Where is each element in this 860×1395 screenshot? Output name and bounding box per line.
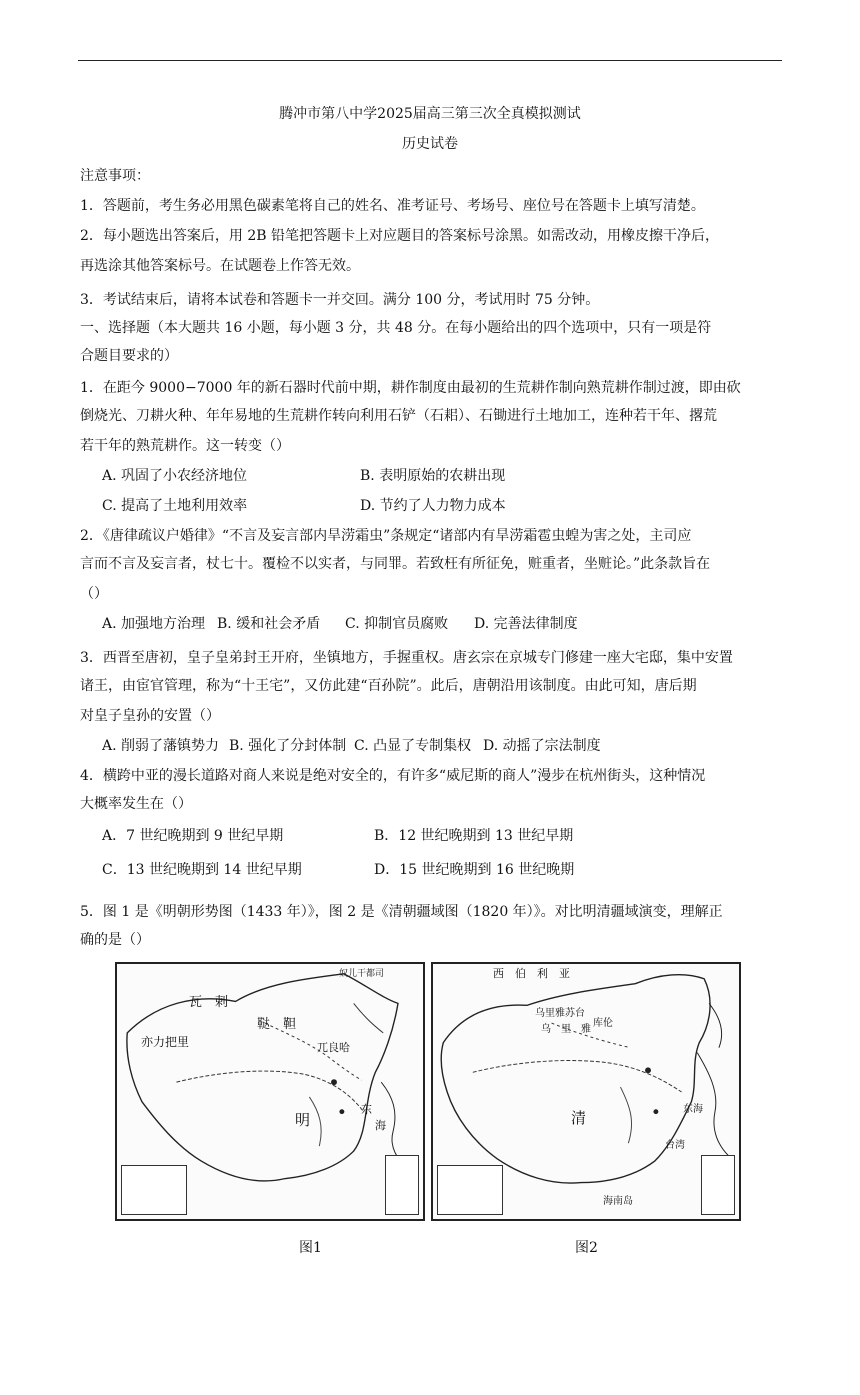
- question-2-option-b: B. 缓和社会矛盾: [217, 616, 321, 632]
- map-label: 清: [571, 1109, 587, 1127]
- question-2-text: （）: [80, 586, 108, 602]
- figure-2-caption: 图2: [575, 1240, 598, 1256]
- map-label: 东海: [683, 1104, 703, 1115]
- map-label: 乌里雅苏台: [535, 1008, 585, 1019]
- map-legend: [437, 1165, 503, 1215]
- question-3-option-b: B. 强化了分封体制: [229, 738, 347, 754]
- question-3-option-a: A. 削弱了藩镇势力: [102, 738, 220, 754]
- question-3-option-c: C. 凸显了专制集权: [354, 738, 472, 754]
- question-4-option-c: C．13 世纪晚期到 14 世纪早期: [102, 862, 302, 878]
- south-sea-inset: [385, 1155, 419, 1215]
- notice-item: 再选涂其他答案标号。在试题卷上作答无效。: [80, 258, 360, 274]
- exam-title: 腾冲市第八中学2025届高三第三次全真模拟测试: [279, 106, 581, 122]
- question-4-text: 大概率发生在（）: [80, 796, 192, 812]
- figure-2-qing-map: [431, 962, 741, 1221]
- question-3-option-d: D. 动摇了宗法制度: [483, 738, 601, 754]
- question-4-option-d: D．15 世纪晚期到 16 世纪晚期: [374, 862, 575, 878]
- map-label: 亦力把里: [141, 1035, 190, 1049]
- section-heading-cont: 合题目要求的）: [80, 348, 178, 364]
- figure-1-caption: 图1: [299, 1240, 322, 1256]
- question-4-option-a: A．7 世纪晚期到 9 世纪早期: [102, 828, 284, 844]
- question-3-text: 3．西晋至唐初，皇子皇弟封王开府，坐镇地方，手握重权。唐玄宗在京城专门修建一座大宅邸，集中安置: [80, 650, 733, 666]
- map-label: 西 伯 利 亚: [493, 967, 570, 980]
- question-2-text: 言而不言及妄言者，杖七十。覆检不以实者，与同罪。若致枉有所征免，赃重者，坐赃论。”此条款旨在: [80, 556, 711, 572]
- notice-heading: 注意事项：: [80, 168, 150, 184]
- top-rule: [78, 60, 782, 61]
- question-4-option-b: B．12 世纪晚期到 13 世纪早期: [374, 828, 574, 844]
- map-label: 台湾: [665, 1140, 685, 1151]
- exam-subject: 历史试卷: [402, 136, 458, 152]
- question-5-text: 确的是（）: [80, 932, 150, 948]
- question-1-option-b: B. 表明原始的农耕出现: [360, 468, 506, 484]
- question-1-option-c: C. 提高了土地利用效率: [102, 498, 248, 514]
- question-1-option-d: D. 节约了人力物力成本: [360, 498, 506, 514]
- map-legend: [121, 1165, 187, 1215]
- question-3-text: 诸王，由宦官管理，称为“十王宅”，又仿此建“百孙院”。此后，唐朝沿用该制度。由此可知，唐后期: [80, 678, 697, 694]
- notice-item: 1．答题前，考生务必用黑色碳素笔将自己的姓名、准考证号、考场号、座位号在答题卡上填写清楚。: [80, 198, 705, 214]
- figure-1-ming-map: [115, 962, 425, 1221]
- question-2-option-d: D. 完善法律制度: [474, 616, 578, 632]
- question-4-text: 4．横跨中亚的漫长道路对商人来说是绝对安全的，有许多“威尼斯的商人”漫步在杭州街头，这种情况: [80, 768, 706, 784]
- question-2-option-c: C. 抑制官员腐败: [345, 616, 449, 632]
- map-label: 奴儿干都司: [339, 969, 385, 979]
- section-heading: 一、选择题（本大题共 16 小题，每小题 3 分，共 48 分。在每小题给出的四个选项中，只有一项是符: [80, 320, 712, 336]
- question-5-text: 5．图 1 是《明朝形势图（1433 年）》，图 2 是《清朝疆域图（1820 年）》。对比明清疆域演变，理解正: [80, 904, 723, 920]
- notice-item: 3．考试结束后，请将本试卷和答题卡一并交回。满分 100 分，考试用时 75 分钟。: [80, 292, 600, 308]
- question-2-option-a: A. 加强地方治理: [102, 616, 206, 632]
- map-label: 鞑 靼: [257, 1017, 297, 1032]
- map-label: 海: [375, 1119, 386, 1132]
- question-1-text: 若干年的熟荒耕作。这一转变（）: [80, 438, 290, 454]
- question-1-option-a: A. 巩固了小农经济地位: [102, 468, 248, 484]
- map-label: 瓦 剌: [189, 995, 229, 1010]
- question-1-text: 1．在距今 9000−7000 年的新石器时代前中期，耕作制度由最初的生荒耕作制向熟荒耕作制过渡，即由砍: [80, 380, 741, 396]
- map-label: 明: [295, 1111, 311, 1129]
- question-3-text: 对皇子皇孙的安置（）: [80, 708, 220, 724]
- question-1-text: 倒烧光、刀耕火种、年年易地的生荒耕作转向利用石铲（石耜）、石锄进行土地加工，连种若干年、撂荒: [80, 408, 717, 424]
- map-label: 乌 里 雅: [541, 1024, 591, 1035]
- question-2-text: 2．《唐律疏议户婚律》“不言及妄言部内旱涝霜虫”条规定“诸部内有旱涝霜雹虫蝗为害之处，主司应: [80, 528, 692, 544]
- south-sea-inset: [701, 1155, 735, 1215]
- map-label: 库伦: [593, 1018, 613, 1029]
- map-label: 东: [361, 1103, 372, 1116]
- notice-item: 2．每小题选出答案后，用 2B 铅笔把答题卡上对应题目的答案标号涂黑。如需改动，用橡皮擦干净后，: [80, 228, 720, 244]
- map-label: 兀良哈: [317, 1041, 350, 1054]
- map-label: 海南岛: [603, 1196, 633, 1207]
